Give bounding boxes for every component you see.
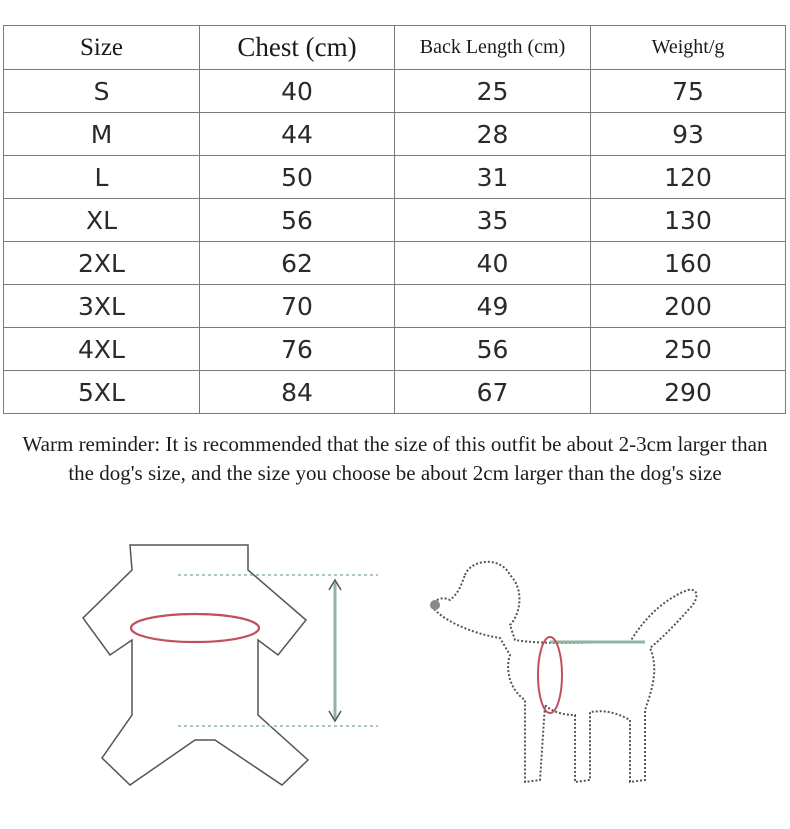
header-size: Size: [4, 26, 200, 70]
cell-chest: 40: [200, 70, 395, 113]
cell-chest: 62: [200, 242, 395, 285]
cell-size: 2XL: [4, 242, 200, 285]
cell-size: XL: [4, 199, 200, 242]
cell-back-length: 67: [395, 371, 591, 414]
cell-size: S: [4, 70, 200, 113]
cell-chest: 76: [200, 328, 395, 371]
cell-back-length: 28: [395, 113, 591, 156]
cell-weight: 250: [591, 328, 786, 371]
cell-weight: 75: [591, 70, 786, 113]
cell-chest: 84: [200, 371, 395, 414]
header-row: [4, 26, 786, 70]
cell-weight: 160: [591, 242, 786, 285]
cell-chest: 44: [200, 113, 395, 156]
garment-diagram-icon: [83, 545, 378, 785]
cell-size: 4XL: [4, 328, 200, 371]
cell-back-length: 25: [395, 70, 591, 113]
measurement-diagram: [70, 530, 770, 820]
cell-size: M: [4, 113, 200, 156]
header-back-length: Back Length (cm): [395, 26, 591, 70]
table-row: [4, 113, 786, 156]
cell-chest: 56: [200, 199, 395, 242]
cell-weight: 93: [591, 113, 786, 156]
size-chart: [3, 25, 785, 414]
cell-back-length: 49: [395, 285, 591, 328]
cell-back-length: 56: [395, 328, 591, 371]
size-table: [3, 25, 786, 414]
cell-weight: 200: [591, 285, 786, 328]
dog-outline-icon: [430, 562, 697, 782]
cell-weight: 120: [591, 156, 786, 199]
table-row: [4, 371, 786, 414]
table-row: [4, 242, 786, 285]
cell-back-length: 31: [395, 156, 591, 199]
table-row: [4, 285, 786, 328]
dog-chest-loop: [538, 637, 562, 713]
cell-size: L: [4, 156, 200, 199]
header-chest: Chest (cm): [200, 26, 395, 70]
table-row: [4, 328, 786, 371]
cell-back-length: 35: [395, 199, 591, 242]
table-row: [4, 156, 786, 199]
header-weight: Weight/g: [591, 26, 786, 70]
cell-back-length: 40: [395, 242, 591, 285]
measurement-illustration: [70, 530, 770, 820]
cell-weight: 130: [591, 199, 786, 242]
cell-size: 3XL: [4, 285, 200, 328]
cell-size: 5XL: [4, 371, 200, 414]
cell-chest: 50: [200, 156, 395, 199]
cell-weight: 290: [591, 371, 786, 414]
table-row: [4, 70, 786, 113]
dog-nose: [430, 600, 440, 610]
warm-reminder: Warm reminder: It is recommended that the size of this outfit be about 2-3cm larger than the dog's size, and the size you choose be about 2cm larger than the dog's size: [22, 432, 768, 485]
table-row: [4, 199, 786, 242]
cell-chest: 70: [200, 285, 395, 328]
